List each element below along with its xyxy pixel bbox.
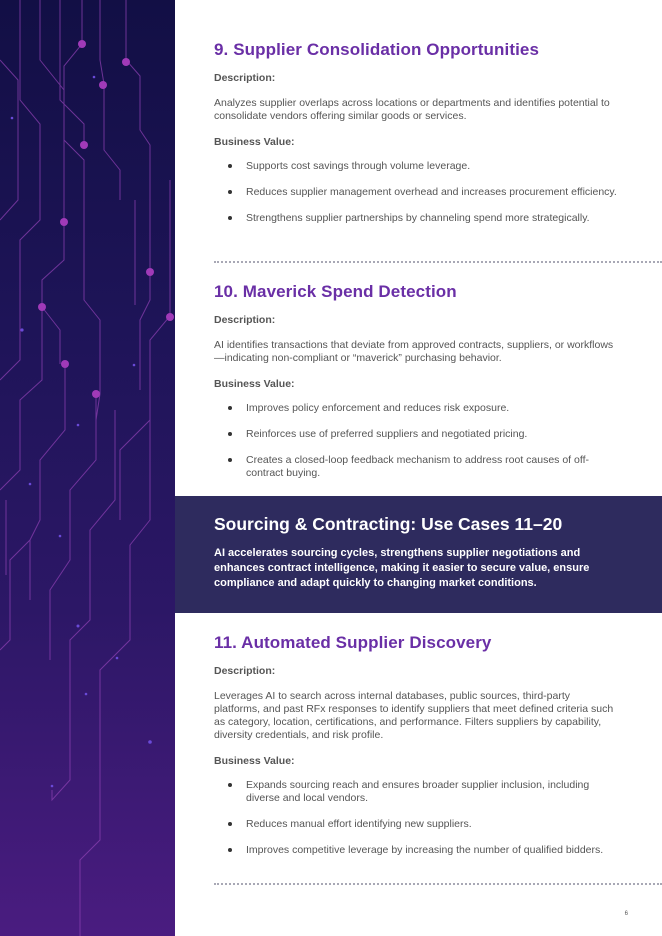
description-text: Leverages AI to search across internal databases, public sources, third-party platforms, and past RFx responses to identify suppliers that meet defined criteria such as category, location, certifications, and performance. Filters suppliers by capability, diversity credentials, and risk profile. — [214, 690, 614, 741]
business-value-list — [214, 402, 618, 480]
list-item: Improves policy enforcement and reduces risk exposure. — [214, 402, 618, 415]
business-value-list — [214, 160, 618, 225]
section-title: 11. Automated Supplier Discovery — [214, 633, 492, 652]
decorative-circuit-sidebar — [0, 0, 175, 936]
page-number: 6 — [624, 911, 628, 917]
section-title: 9. Supplier Consolidation Opportunities — [214, 40, 540, 59]
sourcing-contracting-banner — [175, 496, 662, 613]
description-label: Description: — [214, 72, 276, 84]
list-item: Strengthens supplier partnerships by channeling spend more strategically. — [214, 212, 618, 225]
business-value-label: Business Value: — [214, 136, 295, 148]
description-label: Description: — [214, 314, 276, 326]
section-title: 10. Maverick Spend Detection — [214, 282, 457, 301]
description-text: Analyzes supplier overlaps across locations or departments and identifies potential to consolidate vendors offering similar goods or services. — [214, 97, 610, 122]
use-case-section-10 — [214, 282, 618, 493]
list-item: Creates a closed-loop feedback mechanism to address root causes of off-contract buying. — [214, 454, 618, 480]
use-case-section-11 — [214, 633, 618, 870]
business-value-label: Business Value: — [214, 378, 295, 390]
list-item: Improves competitive leverage by increasing the number of qualified bidders. — [214, 844, 618, 857]
list-item: Expands sourcing reach and ensures broader supplier inclusion, including diverse and local vendors. — [214, 779, 618, 805]
description-label: Description: — [214, 665, 276, 677]
circuit-pattern — [0, 0, 175, 936]
use-case-section-9 — [214, 40, 618, 238]
section-divider — [214, 883, 662, 885]
list-item: Reinforces use of preferred suppliers and negotiated pricing. — [214, 428, 618, 441]
business-value-list — [214, 779, 618, 857]
list-item: Reduces manual effort identifying new suppliers. — [214, 818, 618, 831]
main-content — [175, 0, 662, 936]
description-text: AI identifies transactions that deviate from approved contracts, suppliers, or workflows—indicating non-compliant or “maverick” purchasing behavior. — [214, 339, 614, 364]
list-item: Reduces supplier management overhead and increases procurement efficiency. — [214, 186, 618, 199]
section-divider — [214, 261, 662, 263]
business-value-label: Business Value: — [214, 755, 295, 767]
banner-subtitle: AI accelerates sourcing cycles, strengthens supplier negotiations and enhances contract intelligence, making it easier to secure value, ensure compliance and adapt quickly to changing market conditions. — [214, 547, 590, 589]
list-item: Supports cost savings through volume leverage. — [214, 160, 618, 173]
banner-title: Sourcing & Contracting: Use Cases 11–20 — [214, 514, 563, 534]
